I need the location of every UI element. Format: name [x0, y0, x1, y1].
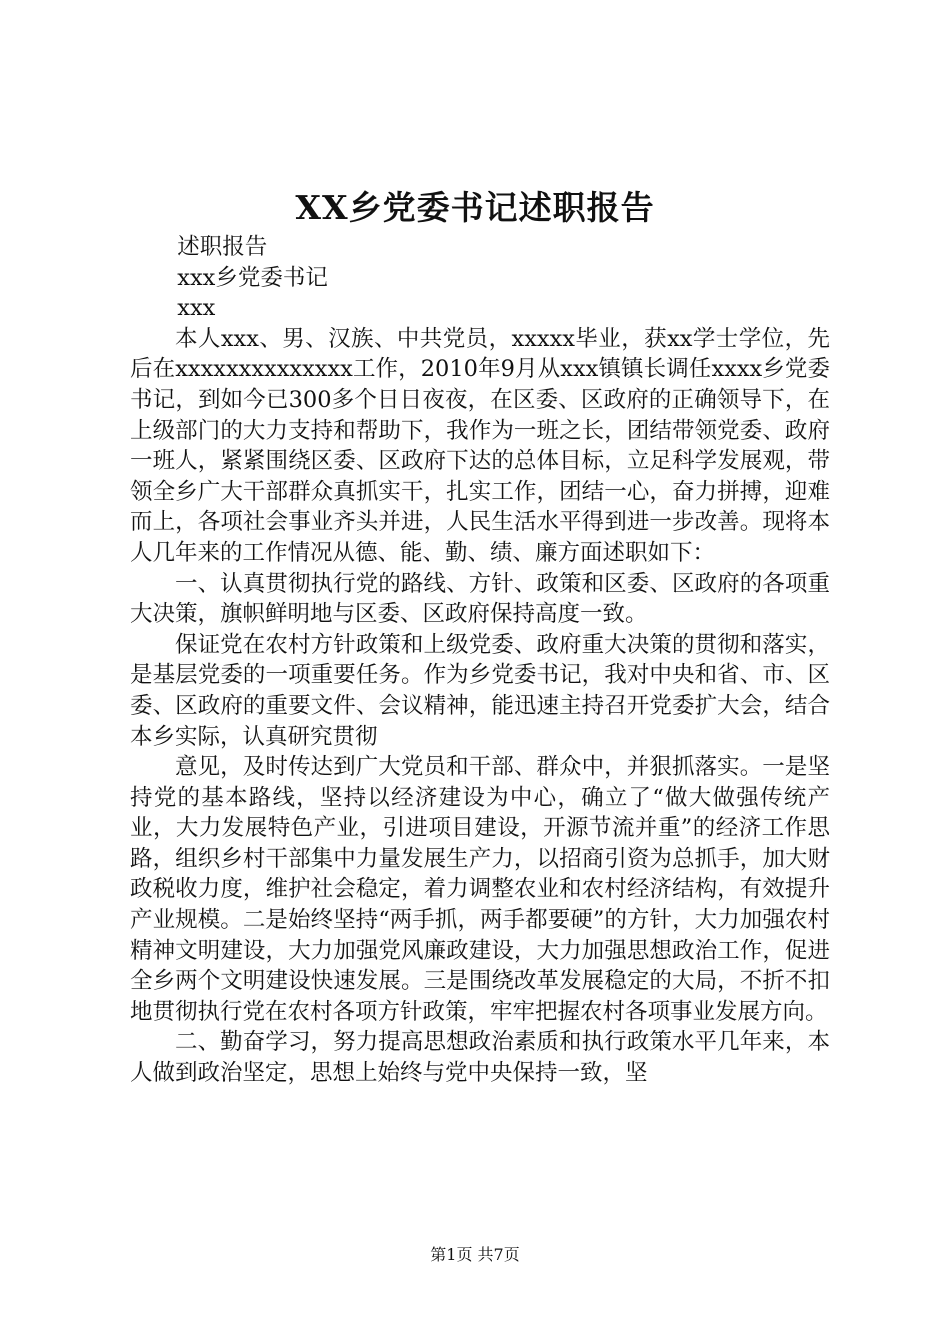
- header-line-report: 述职报告: [177, 234, 268, 260]
- document-body: [130, 232, 830, 1089]
- paragraph-section-two-heading: 二、勤奋学习，努力提高思想政治素质和执行政策水平几年来，本人做到政治坚定，思想上始终与党中央保持一致，坚: [130, 1029, 830, 1087]
- header-line-position: xxx乡党委书记: [177, 264, 328, 291]
- header-line-name: xxx: [177, 295, 216, 322]
- paragraph-implementation-details: 意见，及时传达到广大党员和干部、群众中，并狠抓落实。一是坚持党的基本路线，坚持以经济建设为中心，确立了“做大做强传统产业，大力发展特色产业，引进项目建设，开源节流并重”的经济工作思路，组织乡村干部集中力量发展生产力，以招商引资为总抓手，加大财政税收力度，维护社会稳定，着力调整农业和农村经济结构，有效提升产业规模。二是始终坚持“两手抓，两手都要硬”的方针，大力加强农村精神文明建设，大力加强党风廉政建设，大力加强思想政治工作，促进全乡两个文明建设快速发展。三是围绕改革发展稳定的大局，不折不扣地贯彻执行党在农村各项方针政策，牢牢把握农村各项事业发展方向。: [130, 754, 830, 1025]
- paragraph-introduction: 本人xxx、男、汉族、中共党员，xxxxx毕业，获xx学士学位，先后在xxxxxxxxxxxxxx工作，2010年9月从xxx镇镇长调任xxxx乡党委书记，到如今已300多个日日夜夜，在区委、区政府的正确领导下，在上级部门的大力支持和帮助下，我作为一班之长，团结带领党委、政府一班人，紧紧围绕区委、区政府下达的总体目标，立足科学发展观，带领全乡广大干部群众真抓实干，扎实工作，团结一心，奋力拼搏，迎难而上，各项社会事业齐头并进，人民生活水平得到进一步改善。现将本人几年来的工作情况从德、能、勤、绩、廉方面述职如下：: [130, 325, 830, 566]
- paragraph-policy-implementation: 保证党在农村方针政策和上级党委、政府重大决策的贯彻和落实，是基层党委的一项重要任务。作为乡党委书记，我对中央和省、市、区委、区政府的重要文件、会议精神，能迅速主持召开党委扩大会，结合本乡实际，认真研究贯彻: [130, 631, 830, 750]
- paragraph-section-one-heading: 一、认真贯彻执行党的路线、方针、政策和区委、区政府的各项重大决策，旗帜鲜明地与区委、区政府保持高度一致。: [130, 570, 830, 628]
- document-title: XX乡党委书记述职报告: [295, 188, 655, 227]
- page-footer: 第1页 共7页: [430, 1245, 520, 1264]
